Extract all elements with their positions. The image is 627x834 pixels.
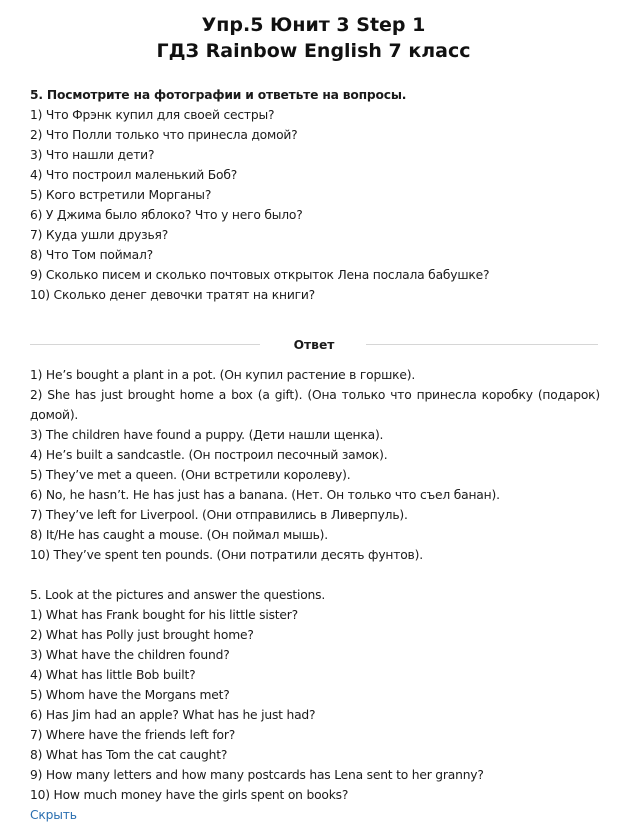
answer-item: 1) He’s bought a plant in a pot. (Он купил растение в горшке). xyxy=(30,368,416,382)
question-en: 10) How much money have the girls spent on books? xyxy=(30,788,349,802)
question-en: 1) What has Frank bought for his little sister? xyxy=(30,608,298,622)
question-ru: 7) Куда ушли друзья? xyxy=(30,228,169,242)
question-ru: 10) Сколько денег девочки тратят на книги? xyxy=(30,288,315,302)
answer-item: 4) He’s built a sandcastle. (Он построил песочный замок). xyxy=(30,448,388,462)
question-en: 6) Has Jim had an apple? What has he just had? xyxy=(30,708,316,722)
questions-en-list xyxy=(30,585,600,805)
question-ru: 6) У Джима было яблоко? Что у него было? xyxy=(30,208,303,222)
question-ru: 4) Что построил маленький Боб? xyxy=(30,168,238,182)
page-title: Упр.5 Юнит 3 Step 1 xyxy=(201,14,426,36)
question-en: 9) How many letters and how many postcards has Lena sent to her granny? xyxy=(30,768,484,782)
question-ru: 3) Что нашли дети? xyxy=(30,148,155,162)
answer-item: 8) It/He has caught a mouse. (Он поймал мышь). xyxy=(30,528,328,542)
hide-answer-link[interactable]: Скрыть xyxy=(30,808,77,822)
question-ru: 9) Сколько писем и сколько почтовых открыток Лена послала бабушке? xyxy=(30,268,490,282)
question-ru: 8) Что Том поймал? xyxy=(30,248,153,262)
question-ru: 1) Что Фрэнк купил для своей сестры? xyxy=(30,108,275,122)
question-ru: 2) Что Полли только что принесла домой? xyxy=(30,128,298,142)
answer-item: 6) No, he hasn’t. He has just has a banana. (Нет. Он только что съел банан). xyxy=(30,488,500,502)
question-en: 3) What have the children found? xyxy=(30,648,230,662)
answer-item: 2) She has just brought home a box (a gift). (Она только что принесла коробку (подарок) домой). xyxy=(30,388,600,422)
question-en: 7) Where have the friends left for? xyxy=(30,728,236,742)
answer-item: 5) They’ve met a queen. (Они встретили королеву). xyxy=(30,468,351,482)
page-subtitle: ГДЗ Rainbow English 7 класс xyxy=(156,40,471,62)
task-heading-en: 5. Look at the pictures and answer the questions. xyxy=(30,588,326,602)
question-ru: 5) Кого встретили Морганы? xyxy=(30,188,212,202)
answer-item: 7) They’ve left for Liverpool. (Они отправились в Ливерпуль). xyxy=(30,508,408,522)
question-en: 4) What has little Bob built? xyxy=(30,668,196,682)
questions-ru-list xyxy=(30,85,600,305)
answer-item: 10) They’ve spent ten pounds. (Они потратили десять фунтов). xyxy=(30,548,423,562)
answer-item: 3) The children have found a puppy. (Дети нашли щенка). xyxy=(30,428,384,442)
task-heading: 5. Посмотрите на фотографии и ответьте на вопросы. xyxy=(30,88,407,102)
answer-divider xyxy=(30,335,598,355)
divider-rule-right xyxy=(366,344,598,345)
answers-list xyxy=(30,365,600,565)
question-en: 5) Whom have the Morgans met? xyxy=(30,688,230,702)
question-en: 2) What has Polly just brought home? xyxy=(30,628,254,642)
answer-label: Ответ xyxy=(293,338,335,352)
question-en: 8) What has Tom the cat caught? xyxy=(30,748,228,762)
